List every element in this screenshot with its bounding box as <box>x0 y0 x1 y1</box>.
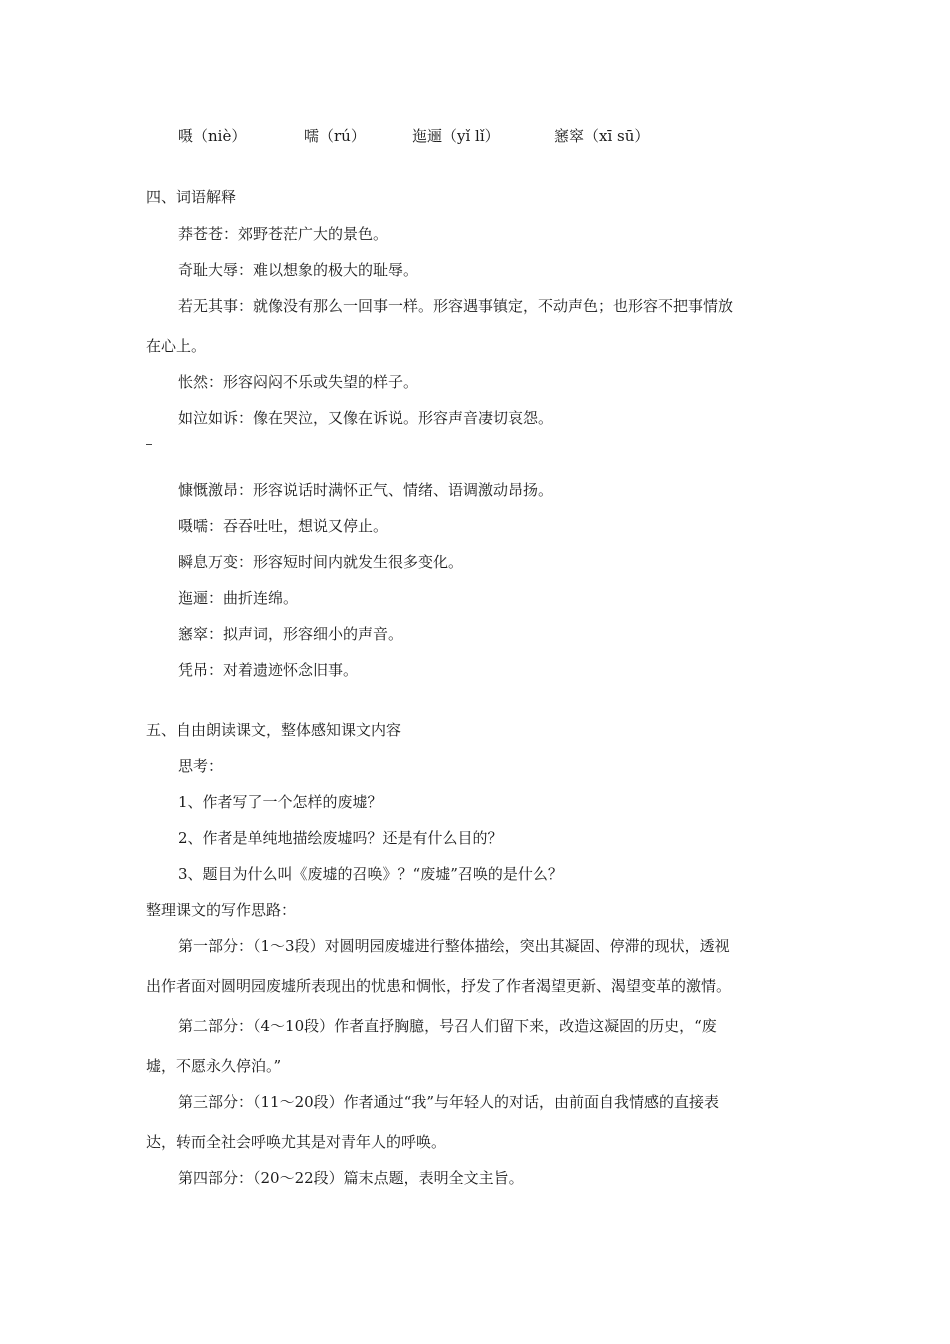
outline-part-line: 墟，不愿永久停泊。” <box>146 1057 282 1075</box>
pinyin-item: 窸窣（xī sū） <box>554 127 650 145</box>
pinyin-row <box>0 126 950 146</box>
think-label: 思考： <box>178 757 224 775</box>
pinyin-item: 迤逦（yǐ lǐ） <box>412 127 500 145</box>
question-line: 3、题目为什么叫《废墟的召唤》？“废墟”召唤的是什么？ <box>178 865 563 883</box>
definition-line: 窸窣：拟声词，形容细小的声音。 <box>178 625 404 643</box>
question-line: 2、作者是单纯地描绘废墟吗？还是有什么目的？ <box>178 829 503 847</box>
outline-part-line: 达，转而全社会呼唤尤其是对青年人的呼唤。 <box>146 1133 447 1151</box>
outline-label: 整理课文的写作思路： <box>146 901 297 919</box>
definition-line: 迤逦：曲折连绵。 <box>178 589 299 607</box>
section-heading: 四、词语解释 <box>146 188 237 206</box>
definition-line: 若无其事：就像没有那么一回事一样。形容遇事镇定，不动声色；也形容不把事情放 <box>178 297 734 315</box>
definition-line: 慷慨激昂：形容说话时满怀正气、情绪、语调激动昂扬。 <box>178 481 554 499</box>
outline-part-line: 第四部分：（20～22段）篇末点题，表明全文主旨。 <box>178 1169 524 1187</box>
pinyin-item: 嚅（rú） <box>304 127 366 145</box>
section-heading: 五、自由朗读课文，整体感知课文内容 <box>146 721 402 739</box>
outline-part-line: 第一部分：（1～3段）对圆明园废墟进行整体描绘，突出其凝固、停滞的现状，透视 <box>178 937 730 955</box>
outline-part-line: 出作者面对圆明园废墟所表现出的忧患和惆怅，抒发了作者渴望更新、渴望变革的激情。 <box>146 977 732 995</box>
definition-line: 瞬息万变：形容短时间内就发生很多变化。 <box>178 553 464 571</box>
definition-line: 凭吊：对着遗迹怀念旧事。 <box>178 661 359 679</box>
definition-line: 莽苍苍：郊野苍茫广大的景色。 <box>178 225 389 243</box>
question-line: 1、作者写了一个怎样的废墟？ <box>178 793 383 811</box>
stray-dash-mark <box>146 444 152 445</box>
pinyin-item: 嗫（niè） <box>178 127 247 145</box>
definition-line: 在心上。 <box>146 337 207 355</box>
definition-line: 嗫嚅：吞吞吐吐，想说又停止。 <box>178 517 389 535</box>
definition-line: 怅然：形容闷闷不乐或失望的样子。 <box>178 373 419 391</box>
definition-line: 奇耻大辱：难以想象的极大的耻辱。 <box>178 261 419 279</box>
outline-part-line: 第三部分：（11～20段）作者通过“我”与年轻人的对话，由前面自我情感的直接表 <box>178 1093 720 1111</box>
definition-line: 如泣如诉：像在哭泣，又像在诉说。形容声音凄切哀怨。 <box>178 409 554 427</box>
outline-part-line: 第二部分：（4～10段）作者直抒胸臆，号召人们留下来，改造这凝固的历史，“废 <box>178 1017 717 1035</box>
